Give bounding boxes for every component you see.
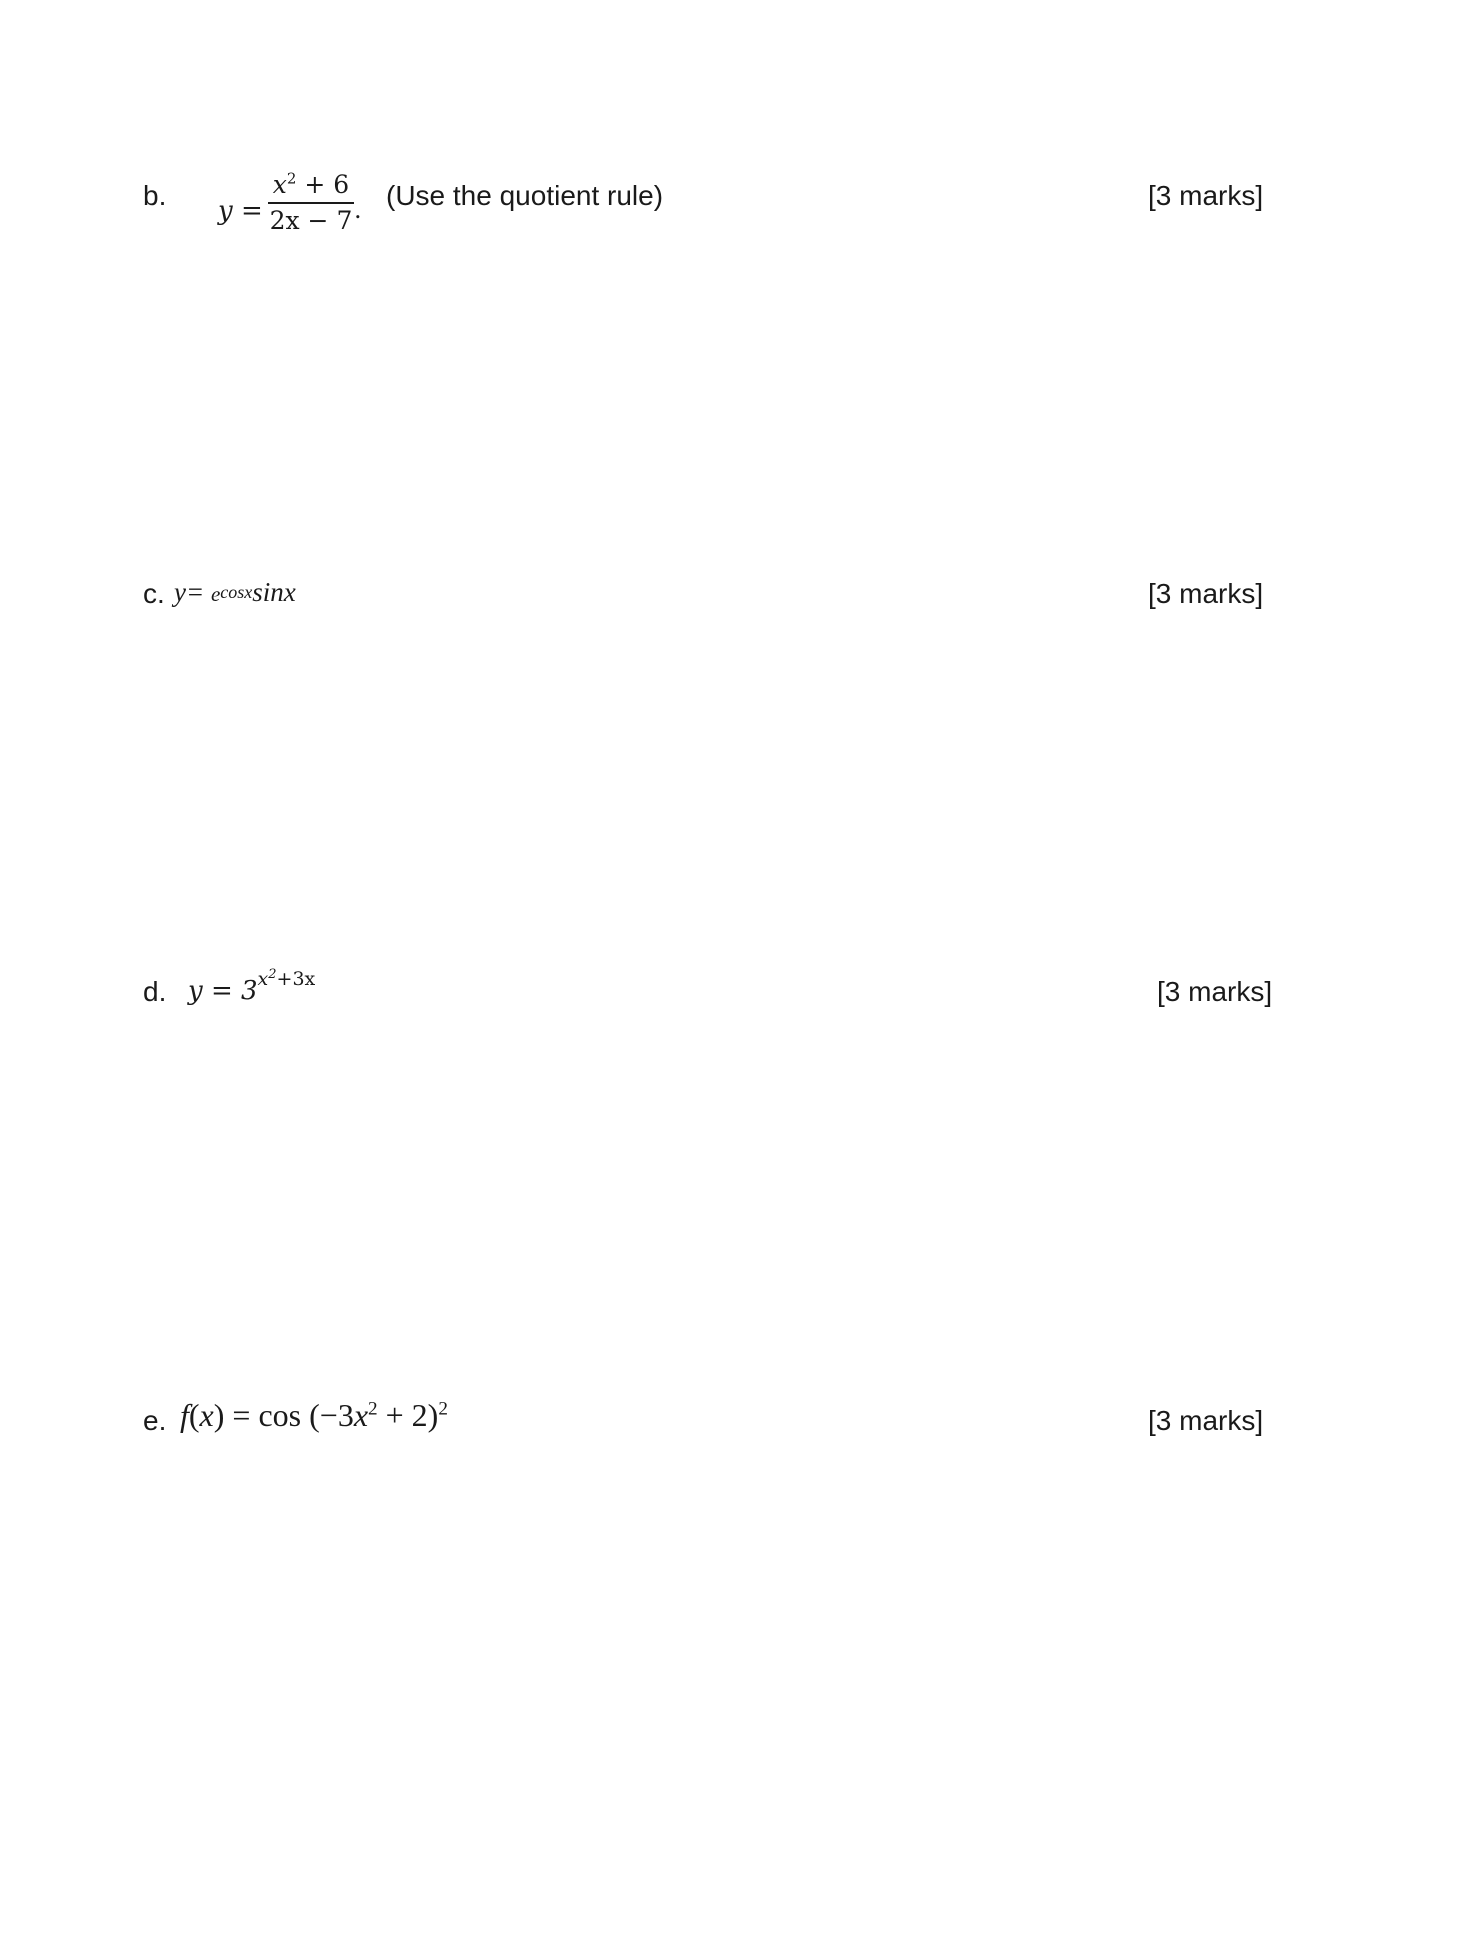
expression <box>174 577 296 608</box>
expr-prefix: y = 3 <box>188 976 258 1006</box>
expr-tail: sinx <box>252 577 296 607</box>
fraction <box>268 170 354 236</box>
equation-lhs <box>218 196 263 226</box>
variable-y: y <box>218 196 233 226</box>
hint-text: (Use the quotient rule) <box>386 180 664 211</box>
question-label: d. <box>143 976 167 1007</box>
marks-label: [3 marks] <box>1148 180 1264 211</box>
expr-f: f <box>180 1397 189 1433</box>
expression <box>188 967 316 1006</box>
fraction-numerator: $x^2 + 6$ <box>272 169 350 199</box>
expr-mid: = cos (−3 <box>224 1397 354 1433</box>
expr-base-e: e <box>210 582 221 606</box>
fraction-period: . <box>354 196 362 224</box>
expr-exponent: x2+3x <box>257 967 316 990</box>
fraction-bar <box>268 202 354 204</box>
marks-label: [3 marks] <box>1148 578 1264 609</box>
equals-sign: = <box>240 196 263 226</box>
marks-label: [3 marks] <box>1157 976 1273 1007</box>
question-label: b. <box>143 180 167 211</box>
question-label: c. <box>143 578 165 609</box>
fraction-denominator: 2x − 7 <box>269 206 353 235</box>
expr-exponent: cosx <box>220 582 253 602</box>
expr-prefix: y= <box>174 577 205 607</box>
expression: $f(x) = \cos (-3x^2 + 2)^2$ <box>180 1397 448 1433</box>
question-label: e. <box>143 1405 167 1436</box>
marks-label: [3 marks] <box>1148 1405 1264 1436</box>
